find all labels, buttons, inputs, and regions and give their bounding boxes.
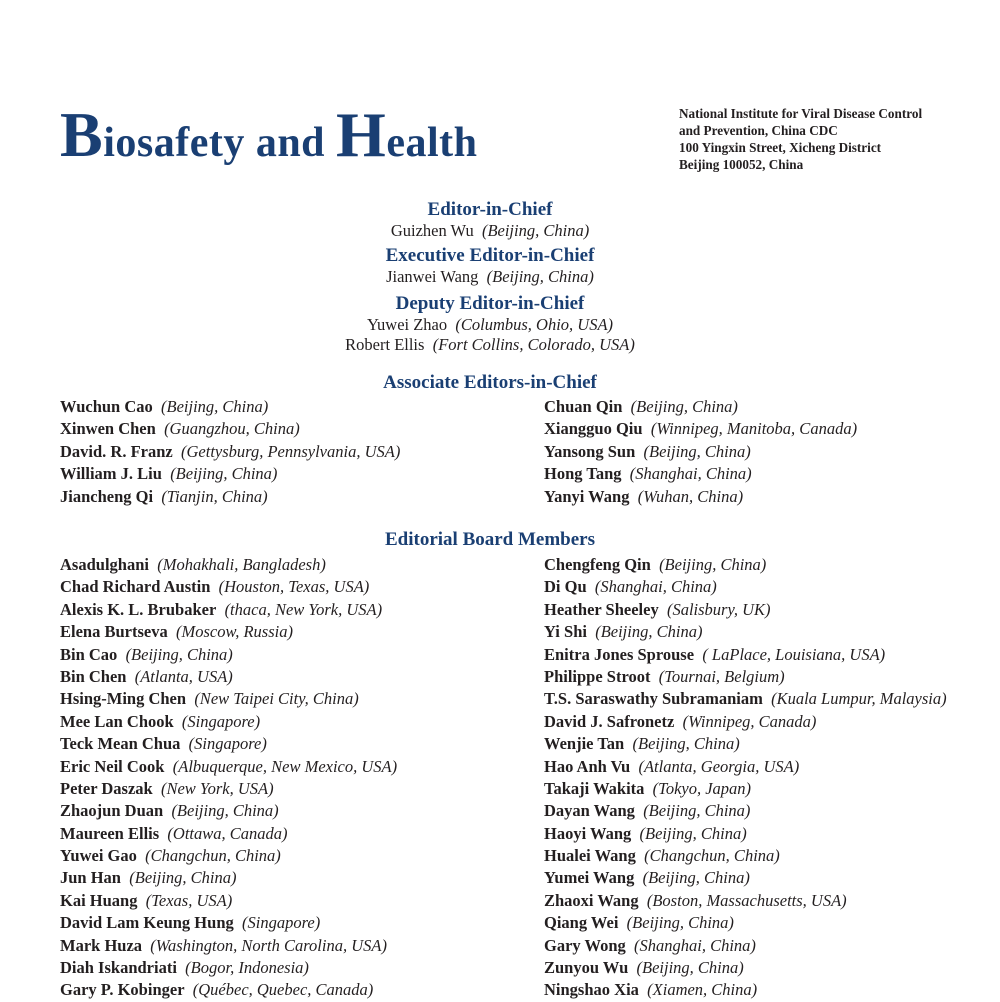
person-name: Haoyi Wang (544, 823, 632, 843)
person-entry (60, 935, 397, 957)
person-location: (Shanghai, China) (629, 464, 752, 484)
person-name: William J. Liu (60, 464, 162, 484)
person-location: (Beijing, China) (595, 622, 703, 642)
person-location: (Guangzhou, China) (164, 419, 300, 439)
person-entry (544, 800, 947, 822)
person-entry (544, 733, 947, 755)
person-name: Chuan Qin (544, 397, 623, 416)
person-entry (60, 486, 400, 508)
person-entry (544, 957, 947, 979)
person-location: (Beijing, China) (129, 868, 237, 888)
person-entry (60, 733, 397, 755)
person-entry (544, 576, 947, 598)
person-entry (0, 221, 980, 241)
person-entry (544, 396, 857, 418)
person-location: ( LaPlace, Louisiana, USA) (702, 644, 886, 664)
person-entry (544, 418, 857, 440)
person-name: Xinwen Chen (60, 419, 156, 439)
person-entry (544, 688, 947, 710)
person-name: Mark Huza (60, 935, 143, 955)
person-location: (Beijing, China) (486, 267, 594, 286)
editor-in-chief-section (0, 199, 980, 241)
person-name: Xiangguo Qiu (544, 419, 643, 439)
person-location: (Gettysburg, Pennsylvania, USA) (181, 441, 401, 461)
journal-title-part-1: iosafety and (103, 120, 337, 166)
person-entry (60, 957, 397, 979)
person-name: Maureen Ellis (60, 823, 160, 843)
person-location: (Fort Collins, Colorado, USA) (432, 335, 635, 354)
person-entry (60, 890, 397, 912)
person-entry (60, 845, 397, 867)
person-entry (60, 463, 400, 485)
person-entry (544, 463, 857, 485)
person-entry (544, 644, 947, 666)
person-location: (Singapore) (242, 913, 321, 933)
person-name: Jun Han (60, 868, 121, 888)
person-name: Zunyou Wu (544, 958, 629, 978)
person-name: Yuwei Gao (60, 846, 137, 866)
person-name: Chad Richard Austin (60, 577, 211, 597)
person-location: (Houston, Texas, USA) (218, 577, 370, 597)
person-entry (60, 441, 400, 463)
person-location: (Tournai, Belgium) (658, 666, 785, 686)
person-entry (60, 396, 400, 418)
person-entry (60, 756, 397, 778)
editorial-board-heading-wrap (0, 529, 980, 551)
person-name: Enitra Jones Sprouse (544, 644, 695, 664)
person-entry (544, 599, 947, 621)
person-name: Diah Iskandriati (60, 958, 177, 978)
person-location: (Beijing, China) (161, 397, 269, 416)
editorial-board-right-column (544, 554, 947, 1002)
person-entry (0, 315, 980, 335)
person-location: (Beijing, China) (636, 958, 744, 978)
person-location: (Beijing, China) (659, 555, 767, 574)
person-name: Yumei Wang (544, 868, 635, 888)
deputy-editor-heading: Deputy Editor-in-Chief (395, 293, 585, 314)
person-location: (Beijing, China) (639, 823, 747, 843)
person-name: Chengfeng Qin (544, 555, 651, 574)
person-location: (Salisbury, UK) (666, 599, 771, 619)
person-entry (60, 800, 397, 822)
person-entry (60, 912, 397, 934)
person-entry (544, 621, 947, 643)
person-location: (Albuquerque, New Mexico, USA) (172, 756, 398, 776)
person-entry (544, 935, 947, 957)
person-location: (Beijing, China) (643, 441, 751, 461)
person-location: (Beijing, China) (626, 913, 734, 933)
person-name: David J. Safronetz (544, 711, 675, 731)
person-entry (60, 979, 397, 1001)
person-name: Eric Neil Cook (60, 756, 165, 776)
person-location: (Québec, Quebec, Canada) (192, 980, 374, 1000)
person-location: (thaca, New York, USA) (224, 599, 383, 619)
person-name: Qiang Wei (544, 913, 619, 933)
person-location: (Ottawa, Canada) (167, 823, 288, 843)
person-entry (60, 576, 397, 598)
person-entry (60, 823, 397, 845)
person-location: (Beijing, China) (632, 734, 740, 754)
person-location: (Tokyo, Japan) (652, 778, 752, 798)
person-entry (60, 621, 397, 643)
publisher-line: and Prevention, China CDC (679, 123, 838, 138)
associate-editors-heading: Associate Editors-in-Chief (383, 372, 597, 393)
person-entry (60, 599, 397, 621)
deputy-editor-section (0, 293, 980, 355)
person-name: Hualei Wang (544, 846, 636, 866)
journal-title-part-2: ealth (386, 120, 478, 166)
person-location: (Beijing, China) (630, 397, 738, 416)
person-name: Mee Lan Chook (60, 711, 174, 731)
person-location: (Beijing, China) (170, 464, 278, 484)
publisher-address (679, 105, 922, 173)
person-entry (544, 666, 947, 688)
person-name: Hong Tang (544, 464, 622, 484)
editorial-board-heading: Editorial Board Members (384, 529, 596, 550)
person-name: Yanyi Wang (544, 486, 630, 506)
person-name: David. R. Franz (60, 441, 173, 461)
person-name: Wuchun Cao (60, 397, 153, 416)
person-name: Hao Anh Vu (544, 756, 631, 776)
person-name: David Lam Keung Hung (60, 913, 234, 933)
person-location: (Atlanta, Georgia, USA) (638, 756, 800, 776)
person-entry (60, 688, 397, 710)
person-name: Heather Sheeley (544, 599, 659, 619)
person-location: (Kuala Lumpur, Malaysia) (771, 689, 947, 709)
person-location: (Singapore) (181, 711, 261, 731)
person-name: Alexis K. L. Brubaker (60, 599, 217, 619)
executive-editor-section (0, 245, 980, 287)
person-entry (60, 711, 397, 733)
person-location: (Moscow, Russia) (175, 622, 293, 642)
person-name: Kai Huang (60, 890, 138, 910)
person-name: Bin Cao (60, 644, 118, 664)
person-location: (Boston, Massachusetts, USA) (646, 890, 847, 910)
person-name: Robert Ellis (345, 335, 425, 354)
publisher-line: 100 Yingxin Street, Xicheng District (679, 140, 882, 155)
person-name: Yi Shi (544, 622, 587, 642)
person-entry (544, 486, 857, 508)
journal-title-initial-2: H (336, 99, 387, 170)
person-location: (Shanghai, China) (634, 935, 756, 955)
person-entry (544, 823, 947, 845)
person-name: Zhaoxi Wang (544, 890, 639, 910)
person-name: Yansong Sun (544, 441, 636, 461)
person-location: (Shanghai, China) (594, 577, 717, 597)
journal-title (60, 98, 477, 172)
person-entry (60, 554, 397, 576)
person-entry (544, 554, 947, 576)
person-entry (0, 335, 980, 355)
person-location: (Changchun, China) (644, 846, 780, 866)
person-name: Peter Daszak (60, 778, 153, 798)
person-name: Wenjie Tan (544, 734, 625, 754)
person-name: Gary P. Kobinger (60, 980, 185, 1000)
person-location: (Atlanta, USA) (134, 666, 233, 686)
person-location: (Beijing, China) (171, 801, 279, 821)
editor-in-chief-heading: Editor-in-Chief (427, 199, 553, 220)
person-name: Yuwei Zhao (366, 315, 448, 334)
person-entry (60, 867, 397, 889)
person-entry (60, 418, 400, 440)
person-location: (New Taipei City, China) (194, 689, 359, 709)
person-location: (Wuhan, China) (637, 486, 744, 506)
person-name: Bin Chen (60, 666, 127, 686)
person-location: (Columbus, Ohio, USA) (455, 315, 614, 334)
person-location: (Tianjin, China) (161, 486, 268, 506)
person-entry (60, 778, 397, 800)
person-entry (60, 644, 397, 666)
publisher-line: National Institute for Viral Disease Control (679, 106, 923, 121)
person-name: Dayan Wang (544, 801, 635, 821)
person-entry (544, 441, 857, 463)
editorial-board-left-column (60, 554, 397, 1002)
executive-editor-heading: Executive Editor-in-Chief (385, 245, 595, 266)
person-entry (544, 711, 947, 733)
person-name: T.S. Saraswathy Subramaniam (544, 689, 763, 709)
person-location: (Beijing, China) (642, 868, 750, 888)
person-name: Jiancheng Qi (60, 486, 154, 506)
associate-editors-left-column (60, 396, 400, 508)
person-name: Ningshao Xia (544, 980, 639, 1000)
associate-editors-heading-wrap (0, 372, 980, 394)
person-name: Takaji Wakita (544, 778, 645, 798)
person-entry (60, 666, 397, 688)
person-entry (0, 267, 980, 287)
person-name: Zhaojun Duan (60, 801, 164, 821)
person-location: (Beijing, China) (481, 221, 590, 240)
person-entry (544, 979, 947, 1001)
person-location: (Winnipeg, Manitoba, Canada) (650, 419, 858, 439)
person-name: Gary Wong (544, 935, 626, 955)
person-entry (544, 756, 947, 778)
person-location: (Winnipeg, Canada) (682, 711, 817, 731)
person-entry (544, 778, 947, 800)
person-name: Di Qu (544, 577, 587, 597)
person-name: Hsing-Ming Chen (60, 689, 187, 709)
person-name: Philippe Stroot (544, 666, 651, 686)
person-location: (New York, USA) (160, 778, 274, 798)
person-location: (Beijing, China) (125, 644, 233, 664)
person-location: (Mohakhali, Bangladesh) (157, 555, 326, 574)
associate-editors-right-column (544, 396, 857, 508)
person-location: (Changchun, China) (145, 846, 281, 866)
person-location: (Bogor, Indonesia) (185, 958, 309, 978)
person-location: (Xiamen, China) (647, 980, 758, 1000)
person-name: Elena Burtseva (60, 622, 168, 642)
person-entry (544, 867, 947, 889)
person-name: Asadulghani (60, 555, 149, 574)
person-location: (Singapore) (188, 734, 267, 754)
publisher-line: Beijing 100052, China (679, 157, 804, 172)
person-entry (544, 912, 947, 934)
person-location: (Beijing, China) (643, 801, 751, 821)
person-location: (Texas, USA) (145, 890, 233, 910)
person-entry (544, 845, 947, 867)
journal-title-initial-1: B (60, 99, 104, 170)
person-location: (Washington, North Carolina, USA) (150, 935, 387, 955)
person-name: Guizhen Wu (390, 221, 474, 240)
person-entry (544, 890, 947, 912)
person-name: Teck Mean Chua (60, 734, 181, 754)
person-name: Jianwei Wang (386, 267, 479, 286)
